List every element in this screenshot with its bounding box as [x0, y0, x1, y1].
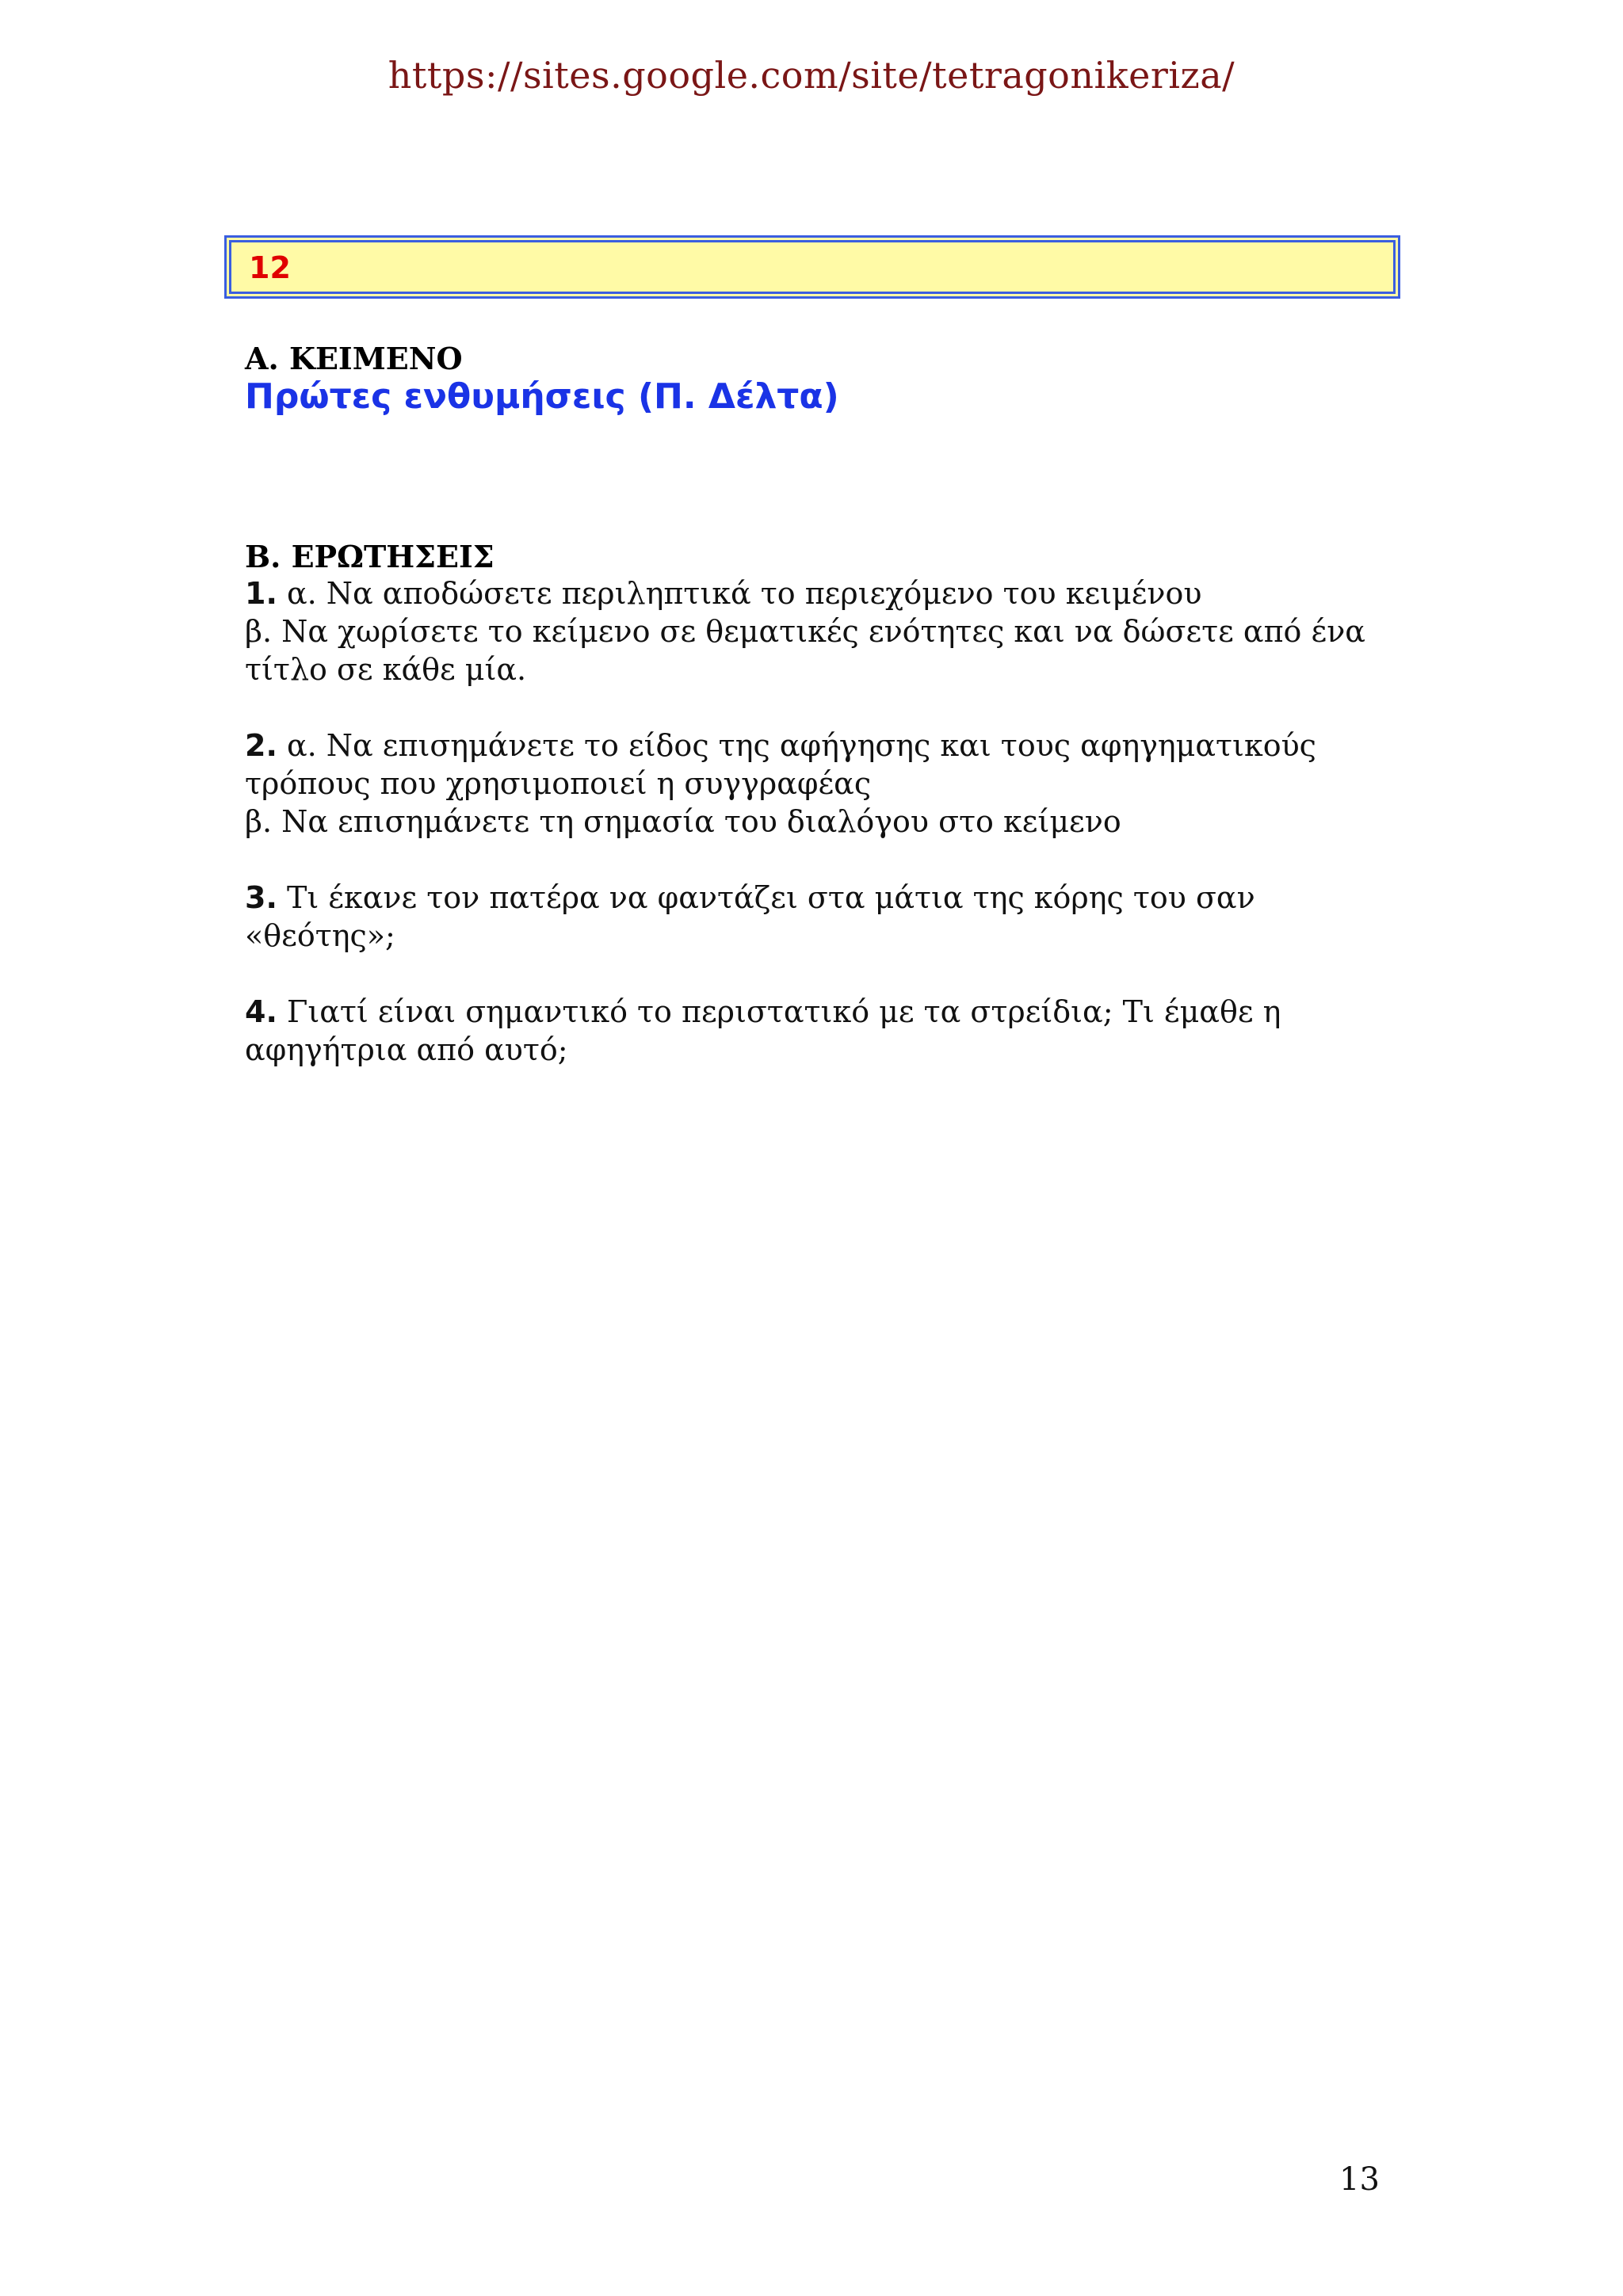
page-number: 13: [1339, 2161, 1380, 2198]
question-line: τρόπους που χρησιμοποιεί η συγγραφέας: [245, 766, 872, 801]
question-line: β. Να χωρίσετε το κείμενο σε θεματικές ενότητες και να δώσετε από ένα: [245, 614, 1365, 649]
question-line: [245, 727, 1394, 765]
question-number: 2.: [245, 728, 277, 763]
question-text: Τι έκανε τον πατέρα να φαντάζει στα μάτια της κόρης του σαν: [286, 880, 1255, 915]
lesson-number-box: [224, 235, 1400, 299]
question-text: Γιατί είναι σημαντικό το περιστατικό με τα στρείδια; Τι έμαθε η: [286, 994, 1281, 1029]
question-line: «θεότης»;: [245, 918, 395, 953]
question-line: β. Να επισημάνετε τη σημασία του διαλόγου στο κείμενο: [245, 804, 1121, 839]
question-2: [245, 727, 1394, 841]
text-title: Πρώτες ενθυμήσεις (Π. Δέλτα): [245, 376, 839, 417]
question-1: [245, 574, 1394, 688]
lesson-number: 12: [249, 250, 291, 285]
question-line: τίτλο σε κάθε μία.: [245, 652, 527, 687]
question-number: 1.: [245, 576, 277, 611]
question-text: α. Να επισημάνετε το είδος της αφήγησης και τους αφηγηματικούς: [286, 728, 1316, 763]
header-url[interactable]: https://sites.google.com/site/tetragonikeriza/: [388, 54, 1235, 97]
questions-list: [245, 574, 1394, 1107]
question-line: αφηγήτρια από αυτό;: [245, 1032, 568, 1067]
section-b-heading: Β. ΕΡΩΤΗΣΕΙΣ: [245, 539, 495, 574]
question-3: [245, 879, 1394, 955]
section-a-heading: Α. ΚΕΙΜΕΝΟ: [245, 341, 463, 376]
question-line: [245, 879, 1394, 917]
question-line: [245, 574, 1394, 612]
question-number: 4.: [245, 994, 277, 1029]
question-line: [245, 993, 1394, 1031]
question-text: α. Να αποδώσετε περιληπτικά το περιεχόμενο του κειμένου: [286, 576, 1202, 611]
question-4: [245, 993, 1394, 1069]
question-number: 3.: [245, 880, 277, 915]
